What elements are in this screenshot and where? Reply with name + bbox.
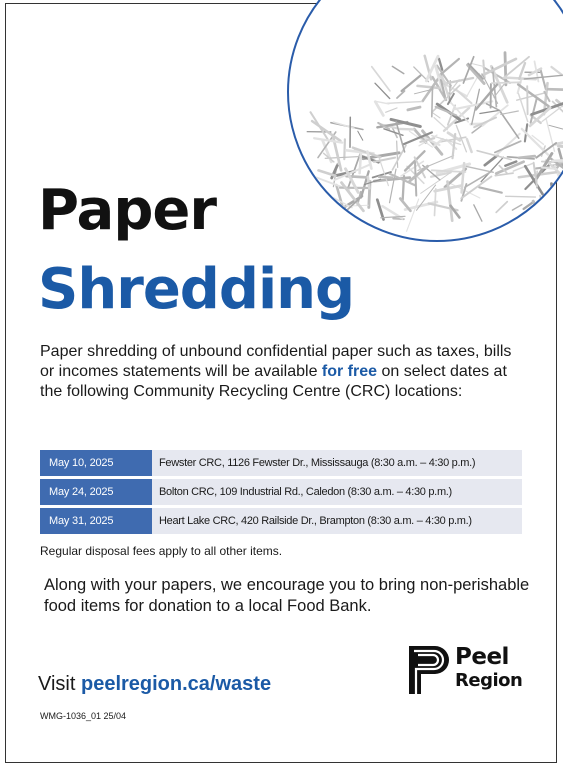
- shred-strip: [492, 82, 521, 83]
- schedule-date: May 24, 2025: [40, 479, 152, 505]
- shred-strip: [487, 104, 500, 111]
- shred-strip: [540, 195, 542, 209]
- shred-strip: [407, 199, 419, 231]
- shred-strip: [432, 87, 433, 117]
- shred-strip: [495, 141, 521, 152]
- document-code: WMG-1036_01 25/04: [40, 711, 127, 721]
- shred-strip: [372, 67, 390, 91]
- visit-url-link[interactable]: peelregion.ca/waste: [80, 673, 272, 695]
- shred-strip: [434, 118, 447, 130]
- shred-strip: [344, 139, 345, 159]
- schedule-row: [40, 450, 522, 476]
- shred-strip: [453, 134, 456, 158]
- fees-note: Regular disposal fees apply to all other items.: [40, 544, 283, 558]
- title-line-1: Paper: [38, 178, 217, 243]
- shred-strip: [441, 59, 459, 75]
- schedule-table: [40, 447, 522, 537]
- shred-strip: [466, 166, 493, 172]
- schedule-location: Bolton CRC, 109 Industrial Rd., Caledon (8:30 a.m. – 4:30 p.m.): [152, 479, 522, 505]
- shred-strip: [310, 205, 330, 225]
- shred-strip: [549, 125, 563, 131]
- shred-strip: [418, 86, 440, 88]
- shred-strip: [397, 91, 405, 98]
- shred-strip: [497, 134, 520, 155]
- shred-strip: [417, 185, 436, 210]
- logo-wordmark: [455, 646, 522, 693]
- intro-text-before: Paper shredding of unbound confidential paper such as taxes, bills or incomes statements will be available: [40, 343, 512, 380]
- logo-line-1: Peel: [455, 644, 509, 670]
- shred-strip: [467, 139, 472, 152]
- shred-strip: [512, 205, 522, 211]
- schedule-date: May 31, 2025: [40, 508, 152, 534]
- shred-strip: [541, 70, 546, 90]
- shred-strip: [496, 202, 507, 213]
- shred-strip: [379, 177, 392, 178]
- shred-strip: [358, 131, 363, 140]
- shred-strip: [375, 102, 383, 116]
- shred-strip: [408, 107, 420, 110]
- shred-strip: [548, 89, 563, 90]
- shredded-paper-image: [287, 0, 563, 242]
- shred-strip: [501, 112, 519, 138]
- shred-strip: [519, 63, 525, 79]
- shred-strip: [553, 159, 563, 161]
- shred-strip: [501, 111, 519, 114]
- shred-strip: [318, 189, 353, 207]
- food-bank-note: Along with your papers, we encourage you to bring non-perishable food items for donation to a local Food Bank.: [44, 576, 530, 615]
- intro-text-after: on select dates at the following Community Recycling Centre (CRC) locations:: [40, 363, 507, 400]
- shred-strip: [386, 108, 398, 112]
- shred-strip: [377, 200, 383, 220]
- logo-line-2: Region: [455, 670, 523, 691]
- shred-strip: [518, 85, 548, 107]
- shred-strip: [402, 76, 421, 91]
- shred-strip: [552, 67, 563, 75]
- schedule-row: [40, 508, 522, 534]
- shred-strip: [435, 189, 436, 216]
- shred-strip: [432, 112, 440, 118]
- intro-paragraph: [40, 342, 520, 402]
- shred-strip: [400, 129, 414, 130]
- peel-region-logo: [409, 646, 529, 696]
- shred-strip: [375, 83, 390, 98]
- peel-region-logo-mark-icon: [409, 646, 449, 694]
- shred-strip: [474, 205, 482, 221]
- visit-line: [38, 673, 271, 696]
- shred-strip: [453, 101, 492, 109]
- title-line-2: Shredding: [38, 257, 355, 322]
- schedule-location: Fewster CRC, 1126 Fewster Dr., Mississauga (8:30 a.m. – 4:30 p.m.): [152, 450, 522, 476]
- schedule-location: Heart Lake CRC, 420 Railside Dr., Brampton (8:30 a.m. – 4:30 p.m.): [152, 508, 522, 534]
- shred-strip: [480, 111, 499, 114]
- shred-strip: [474, 118, 496, 128]
- shred-strip: [479, 187, 502, 192]
- shred-strip: [519, 156, 535, 158]
- shred-strip: [415, 162, 416, 196]
- shred-strip: [505, 53, 506, 85]
- intro-highlight: for free: [321, 363, 378, 380]
- shred-strip: [485, 156, 497, 166]
- shred-strip: [506, 196, 536, 197]
- shred-strip: [387, 102, 422, 104]
- schedule-date: May 10, 2025: [40, 450, 152, 476]
- shred-strip: [392, 66, 403, 73]
- schedule-row: [40, 479, 522, 505]
- visit-prefix: Visit: [38, 673, 81, 695]
- shred-strip: [472, 64, 484, 67]
- shred-strip: [374, 158, 395, 162]
- shred-strip: [481, 59, 516, 76]
